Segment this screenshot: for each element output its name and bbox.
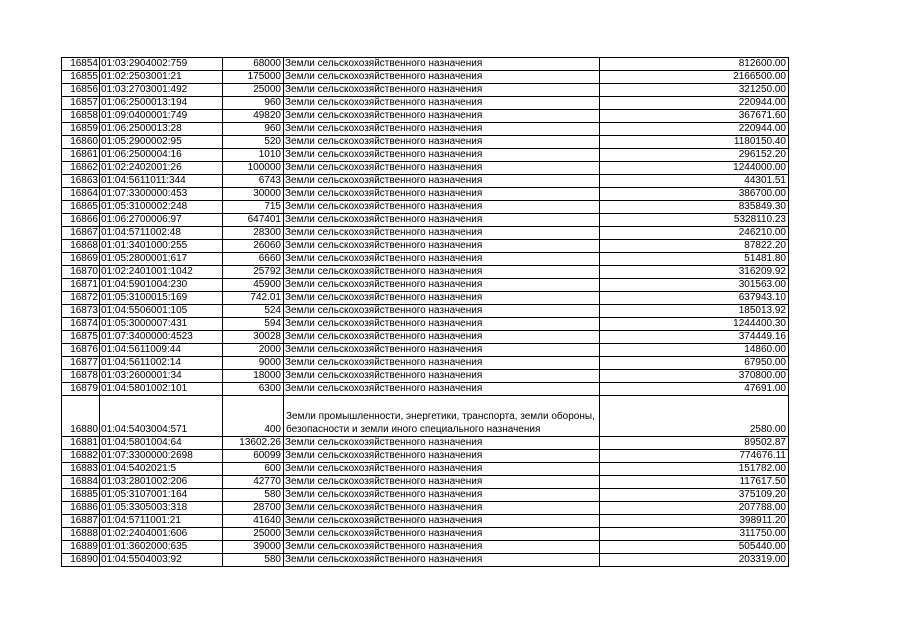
cadastral-number-cell: 01:02:2402001:26: [100, 162, 223, 175]
cadastral-value-cell: 505440.00: [600, 541, 789, 554]
cadastral-value-cell: 370800.00: [600, 370, 789, 383]
land-category-cell: Земли сельскохозяйственного назначения: [284, 123, 600, 136]
row-number-cell: 16861: [62, 149, 100, 162]
area-cell: 594: [223, 318, 284, 331]
cadastral-value-cell: 812600.00: [600, 58, 789, 71]
table-row: [62, 331, 789, 344]
table-row: [62, 476, 789, 489]
table-row: [62, 437, 789, 450]
area-cell: 25000: [223, 84, 284, 97]
cadastral-value-cell: 14860.00: [600, 344, 789, 357]
cadastral-value-cell: 316209.92: [600, 266, 789, 279]
cadastral-number-cell: 01:04:5901004:230: [100, 279, 223, 292]
cadastral-number-cell: 01:04:5611011:344: [100, 175, 223, 188]
area-cell: 960: [223, 123, 284, 136]
table-row: [62, 357, 789, 370]
area-cell: 600: [223, 463, 284, 476]
table-row: [62, 279, 789, 292]
cadastral-value-cell: 1244400.30: [600, 318, 789, 331]
land-category-cell: Земли сельскохозяйственного назначения: [284, 97, 600, 110]
land-category-cell: Земли сельскохозяйственного назначения: [284, 292, 600, 305]
row-number-cell: 16883: [62, 463, 100, 476]
table-row: [62, 502, 789, 515]
cadastral-number-cell: 01:04:5611002:14: [100, 357, 223, 370]
land-category-cell: Земли сельскохозяйственного назначения: [284, 515, 600, 528]
land-category-cell: Земли сельскохозяйственного назначения: [284, 318, 600, 331]
cadastral-value-cell: 185013.92: [600, 305, 789, 318]
table-row: [62, 240, 789, 253]
land-category-cell: Земли сельскохозяйственного назначения: [284, 476, 600, 489]
cadastral-number-cell: 01:07:3300000:453: [100, 188, 223, 201]
table-row: [62, 528, 789, 541]
cadastral-value-cell: 5328110.23: [600, 214, 789, 227]
cadastral-value-cell: 2580.00: [600, 396, 789, 437]
table-row: [62, 554, 789, 567]
row-number-cell: 16873: [62, 305, 100, 318]
cadastral-number-cell: 01:04:5711001:21: [100, 515, 223, 528]
cadastral-value-cell: 220944.00: [600, 123, 789, 136]
cadastral-number-cell: 01:03:2904002:759: [100, 58, 223, 71]
cadastral-value-cell: 117617.50: [600, 476, 789, 489]
area-cell: 2000: [223, 344, 284, 357]
cadastral-number-cell: 01:04:5506001:105: [100, 305, 223, 318]
land-category-cell: Земли промышленности, энергетики, транспорта, земли обороны, безопасности и земли иного специального назначения: [284, 396, 600, 437]
cadastral-number-cell: 01:06:2500013:28: [100, 123, 223, 136]
area-cell: 39000: [223, 541, 284, 554]
row-number-cell: 16879: [62, 383, 100, 396]
area-cell: 524: [223, 305, 284, 318]
cadastral-value-cell: 321250.00: [600, 84, 789, 97]
cadastral-number-cell: 01:06:2500004:16: [100, 149, 223, 162]
area-cell: 25000: [223, 528, 284, 541]
table-row: [62, 318, 789, 331]
table-row: [62, 541, 789, 554]
area-cell: 1010: [223, 149, 284, 162]
cadastral-number-cell: 01:07:3400000:4523: [100, 331, 223, 344]
cadastral-number-cell: 01:04:5801004:64: [100, 437, 223, 450]
row-number-cell: 16889: [62, 541, 100, 554]
table-row: [62, 136, 789, 149]
cadastral-number-cell: 01:07:3300000:2698: [100, 450, 223, 463]
land-category-cell: Земли сельскохозяйственного назначения: [284, 344, 600, 357]
table-row: [62, 292, 789, 305]
cadastral-value-cell: 151782.00: [600, 463, 789, 476]
land-category-cell: Земли сельскохозяйственного назначения: [284, 554, 600, 567]
land-category-cell: Земли сельскохозяйственного назначения: [284, 357, 600, 370]
row-number-cell: 16869: [62, 253, 100, 266]
cadastral-value-cell: 87822.20: [600, 240, 789, 253]
table-row: [62, 515, 789, 528]
land-category-cell: Земли сельскохозяйственного назначения: [284, 528, 600, 541]
row-number-cell: 16866: [62, 214, 100, 227]
row-number-cell: 16858: [62, 110, 100, 123]
cadastral-value-cell: 367671.60: [600, 110, 789, 123]
table-row: [62, 396, 789, 437]
cadastral-value-cell: 296152.20: [600, 149, 789, 162]
area-cell: 6743: [223, 175, 284, 188]
area-cell: 960: [223, 97, 284, 110]
cadastral-number-cell: 01:04:5711002:48: [100, 227, 223, 240]
table-row: [62, 305, 789, 318]
area-cell: 49820: [223, 110, 284, 123]
land-category-cell: Земли сельскохозяйственного назначения: [284, 175, 600, 188]
land-category-cell: Земли сельскохозяйственного назначения: [284, 266, 600, 279]
area-cell: 9000: [223, 357, 284, 370]
row-number-cell: 16872: [62, 292, 100, 305]
area-cell: 41640: [223, 515, 284, 528]
cadastral-number-cell: 01:05:2900002:95: [100, 136, 223, 149]
cadastral-number-cell: 01:04:5504003:92: [100, 554, 223, 567]
table-row: [62, 188, 789, 201]
area-cell: 28700: [223, 502, 284, 515]
land-category-cell: Земли сельскохозяйственного назначения: [284, 450, 600, 463]
cadastral-number-cell: 01:05:3100002:248: [100, 201, 223, 214]
table-row: [62, 97, 789, 110]
land-category-cell: Земли сельскохозяйственного назначения: [284, 110, 600, 123]
cadastral-value-cell: 67950.00: [600, 357, 789, 370]
land-category-cell: Земли сельскохозяйственного назначения: [284, 463, 600, 476]
table-row: [62, 489, 789, 502]
area-cell: 100000: [223, 162, 284, 175]
row-number-cell: 16881: [62, 437, 100, 450]
area-cell: 400: [223, 396, 284, 437]
land-category-cell: Земли сельскохозяйственного назначения: [284, 370, 600, 383]
cadastral-number-cell: 01:01:3602000:635: [100, 541, 223, 554]
row-number-cell: 16876: [62, 344, 100, 357]
cadastral-value-cell: 374449.16: [600, 331, 789, 344]
row-number-cell: 16862: [62, 162, 100, 175]
area-cell: 60099: [223, 450, 284, 463]
land-category-cell: Земли сельскохозяйственного назначения: [284, 383, 600, 396]
row-number-cell: 16870: [62, 266, 100, 279]
cadastral-number-cell: 01:03:2600001:34: [100, 370, 223, 383]
table-row: [62, 383, 789, 396]
cadastral-number-cell: 01:02:2503001:21: [100, 71, 223, 84]
cadastral-value-cell: 774676.11: [600, 450, 789, 463]
table-row: [62, 253, 789, 266]
cadastral-value-cell: 246210.00: [600, 227, 789, 240]
land-category-cell: Земли сельскохозяйственного назначения: [284, 136, 600, 149]
land-category-cell: Земли сельскохозяйственного назначения: [284, 437, 600, 450]
table-row: [62, 463, 789, 476]
row-number-cell: 16855: [62, 71, 100, 84]
area-cell: 6660: [223, 253, 284, 266]
area-cell: 42770: [223, 476, 284, 489]
land-category-cell: Земли сельскохозяйственного назначения: [284, 489, 600, 502]
table-row: [62, 110, 789, 123]
cadastral-value-cell: 398911.20: [600, 515, 789, 528]
table-row: [62, 149, 789, 162]
table-row: [62, 344, 789, 357]
area-cell: 25792: [223, 266, 284, 279]
table-row: [62, 227, 789, 240]
area-cell: 647401: [223, 214, 284, 227]
cadastral-number-cell: 01:03:2703001:492: [100, 84, 223, 97]
area-cell: 68000: [223, 58, 284, 71]
land-category-cell: Земли сельскохозяйственного назначения: [284, 331, 600, 344]
land-category-cell: Земли сельскохозяйственного назначения: [284, 84, 600, 97]
table-row: [62, 84, 789, 97]
land-category-cell: Земли сельскохозяйственного назначения: [284, 240, 600, 253]
row-number-cell: 16882: [62, 450, 100, 463]
cadastral-value-cell: 44301.51: [600, 175, 789, 188]
row-number-cell: 16878: [62, 370, 100, 383]
area-cell: 580: [223, 554, 284, 567]
row-number-cell: 16863: [62, 175, 100, 188]
cadastral-value-cell: 220944.00: [600, 97, 789, 110]
cadastral-number-cell: 01:05:3305003:318: [100, 502, 223, 515]
cadastral-number-cell: 01:05:3100015:169: [100, 292, 223, 305]
row-number-cell: 16887: [62, 515, 100, 528]
cadastral-value-cell: 386700.00: [600, 188, 789, 201]
cadastral-value-cell: 1180150.40: [600, 136, 789, 149]
land-plots-table: [61, 57, 789, 567]
cadastral-value-cell: 375109.20: [600, 489, 789, 502]
cadastral-number-cell: 01:04:5403004:571: [100, 396, 223, 437]
land-category-cell: Земли сельскохозяйственного назначения: [284, 149, 600, 162]
table-row: [62, 58, 789, 71]
row-number-cell: 16871: [62, 279, 100, 292]
table-row: [62, 214, 789, 227]
area-cell: 26060: [223, 240, 284, 253]
cadastral-value-cell: 207788.00: [600, 502, 789, 515]
row-number-cell: 16875: [62, 331, 100, 344]
land-category-cell: Земли сельскохозяйственного назначения: [284, 279, 600, 292]
area-cell: 520: [223, 136, 284, 149]
row-number-cell: 16865: [62, 201, 100, 214]
cadastral-value-cell: 203319.00: [600, 554, 789, 567]
row-number-cell: 16890: [62, 554, 100, 567]
land-category-cell: Земли сельскохозяйственного назначения: [284, 201, 600, 214]
area-cell: 45900: [223, 279, 284, 292]
area-cell: 175000: [223, 71, 284, 84]
area-cell: 30000: [223, 188, 284, 201]
table-row: [62, 71, 789, 84]
table-row: [62, 370, 789, 383]
row-number-cell: 16868: [62, 240, 100, 253]
land-category-cell: Земли сельскохозяйственного назначения: [284, 71, 600, 84]
cadastral-value-cell: 89502.87: [600, 437, 789, 450]
cadastral-value-cell: 311750.00: [600, 528, 789, 541]
cadastral-value-cell: 47691.00: [600, 383, 789, 396]
cadastral-number-cell: 01:04:5402021:5: [100, 463, 223, 476]
area-cell: 30028: [223, 331, 284, 344]
land-category-cell: Земли сельскохозяйственного назначения: [284, 227, 600, 240]
land-category-cell: Земли сельскохозяйственного назначения: [284, 305, 600, 318]
cadastral-number-cell: 01:05:2800001:617: [100, 253, 223, 266]
row-number-cell: 16857: [62, 97, 100, 110]
row-number-cell: 16884: [62, 476, 100, 489]
cadastral-number-cell: 01:02:2401001:1042: [100, 266, 223, 279]
land-category-cell: Земли сельскохозяйственного назначения: [284, 188, 600, 201]
row-number-cell: 16874: [62, 318, 100, 331]
land-category-cell: Земли сельскохозяйственного назначения: [284, 162, 600, 175]
row-number-cell: 16864: [62, 188, 100, 201]
land-category-cell: Земли сельскохозяйственного назначения: [284, 253, 600, 266]
land-category-cell: Земли сельскохозяйственного назначения: [284, 541, 600, 554]
land-category-cell: Земли сельскохозяйственного назначения: [284, 502, 600, 515]
row-number-cell: 16888: [62, 528, 100, 541]
row-number-cell: 16856: [62, 84, 100, 97]
row-number-cell: 16860: [62, 136, 100, 149]
land-category-cell: Земли сельскохозяйственного назначения: [284, 214, 600, 227]
row-number-cell: 16859: [62, 123, 100, 136]
area-cell: 580: [223, 489, 284, 502]
row-number-cell: 16885: [62, 489, 100, 502]
area-cell: 715: [223, 201, 284, 214]
row-number-cell: 16880: [62, 396, 100, 437]
table-row: [62, 162, 789, 175]
table-row: [62, 266, 789, 279]
cadastral-number-cell: 01:05:3000007:431: [100, 318, 223, 331]
cadastral-value-cell: 1244000.00: [600, 162, 789, 175]
cadastral-number-cell: 01:06:2700006:97: [100, 214, 223, 227]
cadastral-value-cell: 835849.30: [600, 201, 789, 214]
cadastral-number-cell: 01:03:2801002:206: [100, 476, 223, 489]
table-body: [62, 58, 789, 567]
cadastral-number-cell: 01:04:5611009:44: [100, 344, 223, 357]
cadastral-number-cell: 01:06:2500013:194: [100, 97, 223, 110]
table-row: [62, 175, 789, 188]
area-cell: 18000: [223, 370, 284, 383]
row-number-cell: 16877: [62, 357, 100, 370]
cadastral-value-cell: 2166500.00: [600, 71, 789, 84]
cadastral-value-cell: 301563.00: [600, 279, 789, 292]
land-category-cell: Земли сельскохозяйственного назначения: [284, 58, 600, 71]
table-row: [62, 450, 789, 463]
area-cell: 13602.26: [223, 437, 284, 450]
cadastral-number-cell: 01:04:5801002:101: [100, 383, 223, 396]
row-number-cell: 16886: [62, 502, 100, 515]
cadastral-value-cell: 637943.10: [600, 292, 789, 305]
area-cell: 742.01: [223, 292, 284, 305]
cadastral-number-cell: 01:05:3107001:164: [100, 489, 223, 502]
cadastral-number-cell: 01:09:0400001:749: [100, 110, 223, 123]
area-cell: 28300: [223, 227, 284, 240]
table-row: [62, 201, 789, 214]
cadastral-number-cell: 01:01:3401000:255: [100, 240, 223, 253]
row-number-cell: 16867: [62, 227, 100, 240]
cadastral-number-cell: 01:02:2404001:606: [100, 528, 223, 541]
area-cell: 6300: [223, 383, 284, 396]
table-row: [62, 123, 789, 136]
row-number-cell: 16854: [62, 58, 100, 71]
cadastral-value-cell: 51481.80: [600, 253, 789, 266]
